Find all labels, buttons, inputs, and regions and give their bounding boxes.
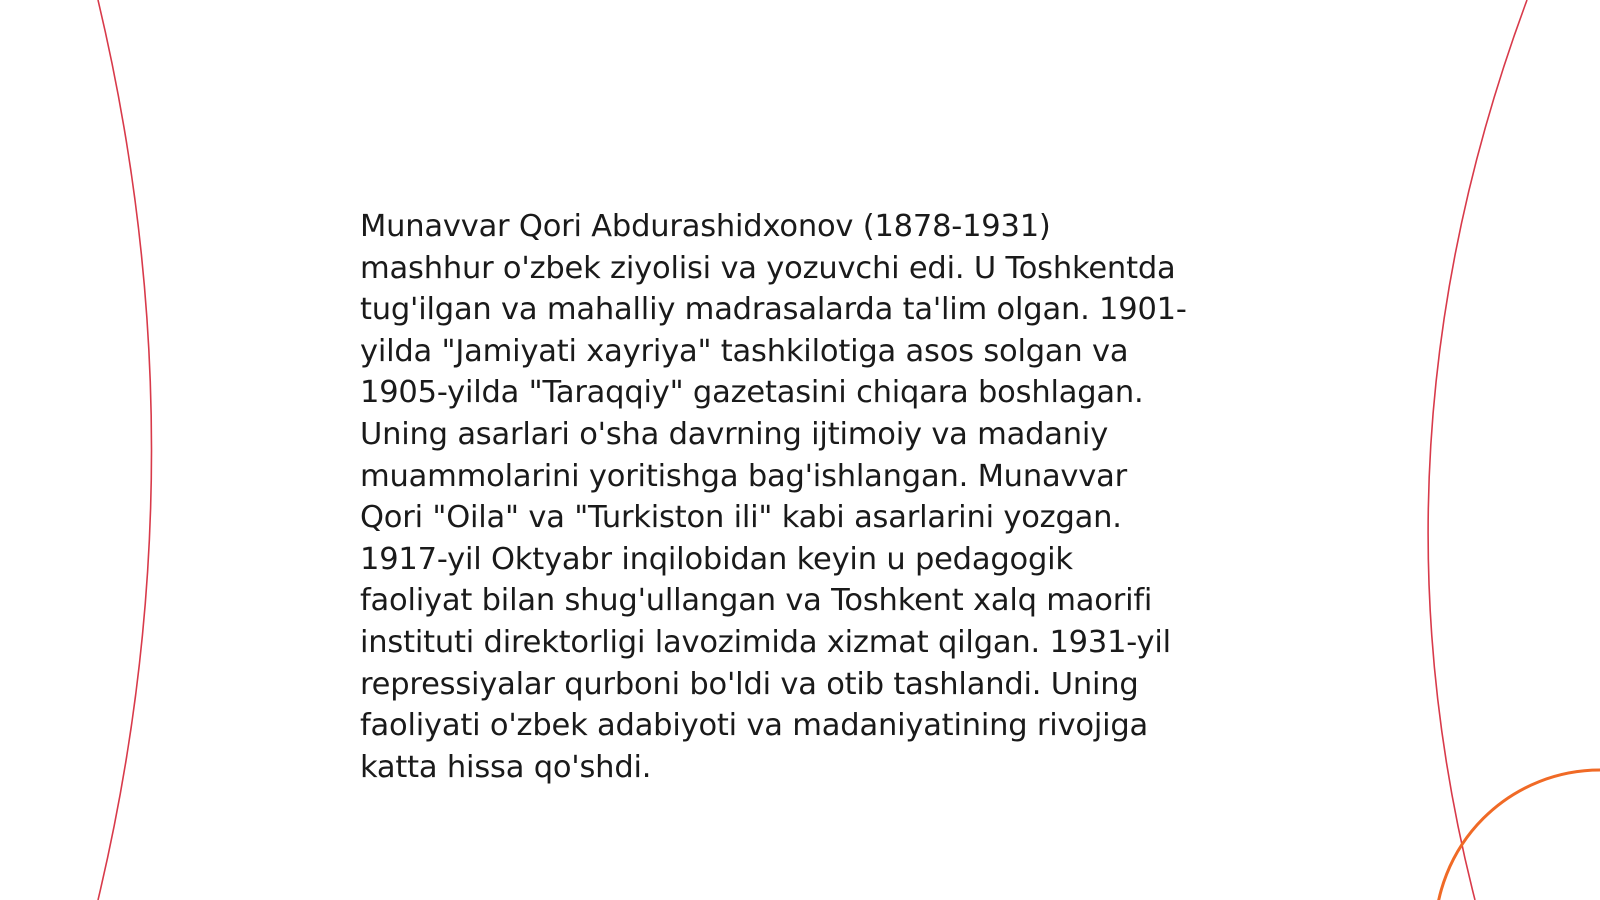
- paragraph-line: instituti direktorligi lavozimida xizmat qilgan. 1931-yil: [360, 624, 1171, 660]
- paragraph-line: tug'ilgan va mahalliy madrasalarda ta'lim olgan. 1901-: [360, 292, 1187, 328]
- paragraph-line: repressiyalar qurboni bo'ldi va otib tashlandi. Uning: [360, 666, 1139, 702]
- paragraph-line: mashhur o'zbek ziyolisi va yozuvchi edi. U Toshkentda: [360, 250, 1176, 286]
- paragraph-line: Qori "Oila" va "Turkiston ili" kabi asarlarini yozgan.: [360, 500, 1122, 536]
- body-paragraph: [360, 206, 1250, 788]
- paragraph-line: Uning asarlari o'sha davrning ijtimoiy va madaniy: [360, 416, 1109, 452]
- paragraph-line: Munavvar Qori Abdurashidxonov (1878-1931): [360, 209, 1051, 244]
- paragraph-line: faoliyati o'zbek adabiyoti va madaniyatining rivojiga: [360, 708, 1149, 744]
- paragraph-line: yilda "Jamiyati xayriya" tashkilotiga asos solgan va: [360, 333, 1129, 369]
- paragraph-line: katta hissa qo'shdi.: [360, 749, 652, 785]
- left-curve-decoration: [98, 0, 152, 900]
- paragraph-line: 1917-yil Oktyabr inqilobidan keyin u pedagogik: [360, 541, 1073, 577]
- paragraph-line: faoliyat bilan shug'ullangan va Toshkent xalq maorifi: [360, 583, 1153, 619]
- right-curve-decoration: [1428, 0, 1527, 900]
- paragraph-line: muammolarini yoritishga bag'ishlangan. Munavvar: [360, 458, 1127, 494]
- paragraph-line: 1905-yilda "Taraqqiy" gazetasini chiqara boshlagan.: [360, 375, 1144, 411]
